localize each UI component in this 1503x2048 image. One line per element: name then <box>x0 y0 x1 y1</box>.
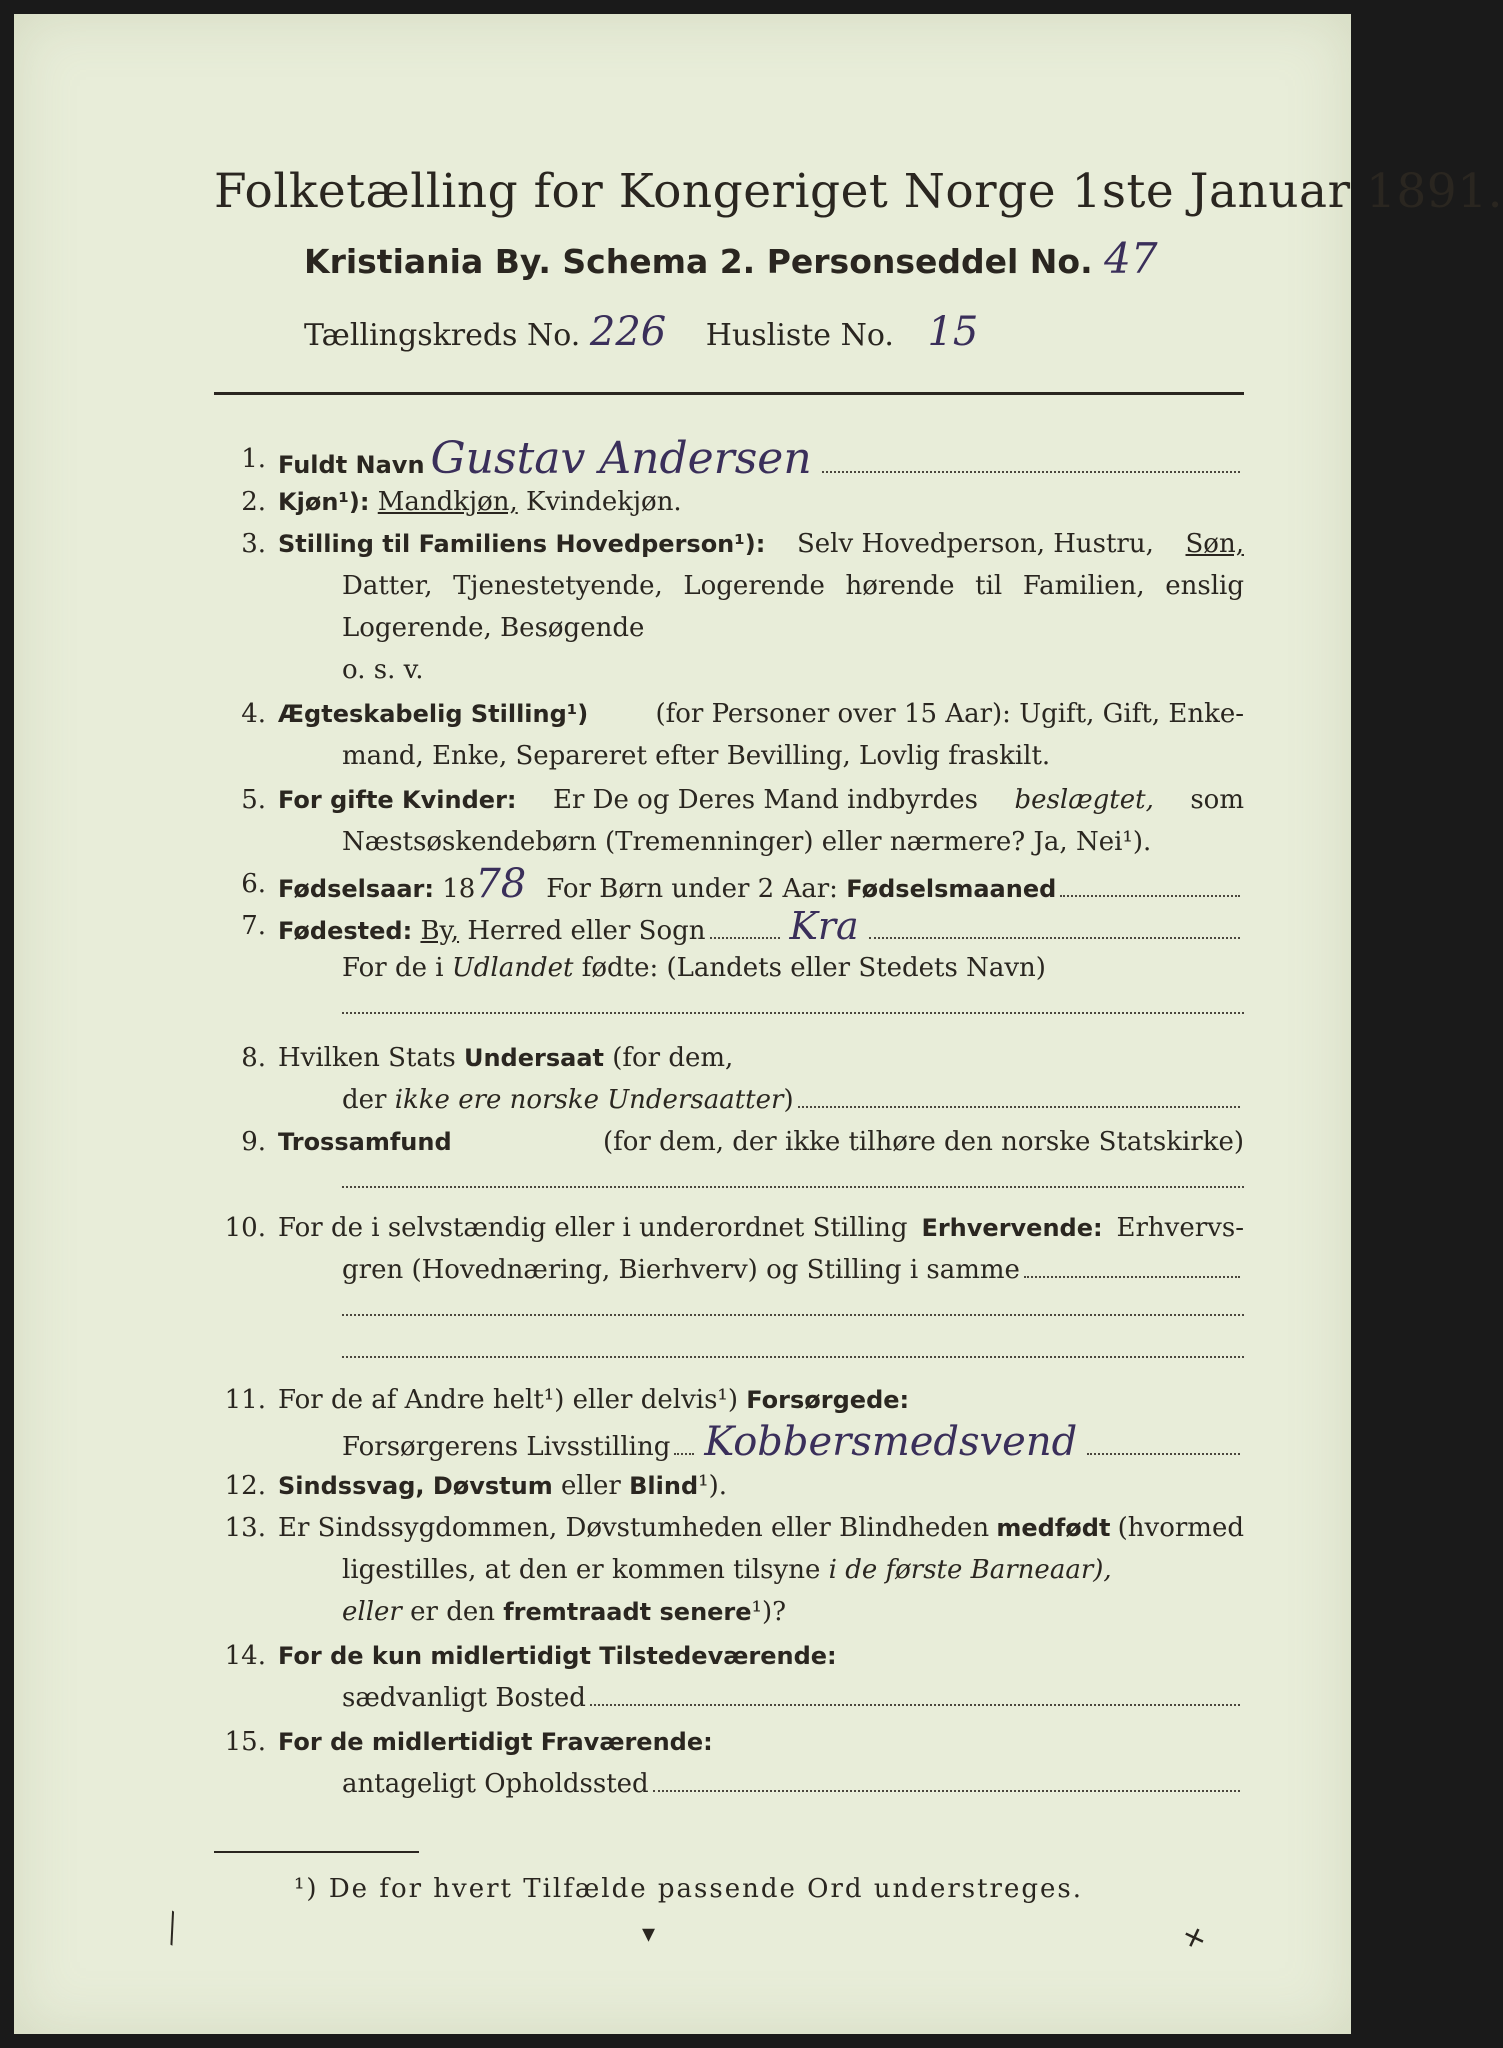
item-text: For Børn under 2 Aar: <box>546 874 838 904</box>
item-text: Datter, Tjenestetyende, Logerende hørende til Familien, enslig <box>342 571 1244 601</box>
ink-mark: ▾ <box>642 1919 656 1949</box>
dotted-fill <box>1024 1276 1240 1278</box>
dotted-fill <box>798 1106 1240 1108</box>
item-10-occupation <box>214 1208 1244 1248</box>
item-text: i de første Barneaar), <box>828 1555 1112 1585</box>
item-13-line-2 <box>214 1550 1244 1590</box>
item-3-line-2 <box>214 566 1244 606</box>
item-15-temporarily-absent <box>214 1722 1244 1762</box>
item-number: 3. <box>241 529 266 559</box>
item-label: Forsørgede: <box>746 1386 910 1414</box>
item-1-full-name <box>214 433 1244 484</box>
dotted-fill <box>869 937 1240 939</box>
form-title: Folketælling for Kongeriget Norge 1ste Januar 1891. <box>214 164 1503 219</box>
item-5-line-2 <box>214 822 1244 862</box>
kreds-label: Tællingskreds No. <box>304 318 581 353</box>
husliste-label: Husliste No. <box>705 318 894 353</box>
item-text: (hvormed <box>1117 1513 1244 1543</box>
item-text: fødte: (Landets eller Stedets Navn) <box>581 953 1046 983</box>
item-number: 15. <box>224 1727 266 1757</box>
item-text: eller <box>342 1597 402 1627</box>
item-label: Trossamfund <box>278 1128 452 1156</box>
item-13-congenital <box>214 1508 1244 1548</box>
birthplace-option-city: By, <box>420 916 460 946</box>
item-number: 13. <box>224 1513 266 1543</box>
item-text: ¹). <box>698 1471 727 1501</box>
item-label: For de kun midlertidigt Tilstedeværende: <box>278 1642 837 1670</box>
item-3-position <box>214 524 1244 564</box>
item-14-line-2 <box>214 1678 1244 1718</box>
kreds-number: 226 <box>589 309 667 355</box>
item-number: 12. <box>224 1471 266 1501</box>
birth-year-value: 78 <box>475 861 527 907</box>
census-form-page <box>14 14 1503 2034</box>
item-14-temporarily-present <box>214 1636 1244 1676</box>
item-7-blank-line <box>214 990 1244 1030</box>
item-4-marital <box>214 694 1244 734</box>
ink-mark: ╲ <box>157 1912 187 1946</box>
header-divider <box>214 392 1244 395</box>
item-text: ikke ere norske Undersaatter <box>394 1085 784 1115</box>
item-12-disability <box>214 1466 1244 1506</box>
item-number: 6. <box>241 869 266 899</box>
year-prefix: 18 <box>442 874 476 904</box>
item-11-supported <box>214 1380 1244 1420</box>
item-text: ¹)? <box>751 1597 787 1627</box>
item-number: 10. <box>224 1213 266 1243</box>
dotted-fill <box>1087 1453 1240 1455</box>
item-text: Hvilken Stats <box>278 1043 456 1073</box>
item-text: Er De og Deres Mand indbyrdes <box>553 785 979 815</box>
item-15-line-2 <box>214 1764 1244 1804</box>
item-10-line-2 <box>214 1250 1244 1290</box>
item-text: beslægtet, <box>1014 785 1154 815</box>
item-label: Erhvervende: <box>921 1214 1103 1242</box>
husliste-number: 15 <box>927 309 979 355</box>
item-text: mand, Enke, Separeret efter Bevilling, Lovlig fraskilt. <box>342 741 1051 771</box>
name-value: Gustav Andersen <box>430 433 812 484</box>
item-label: Fødselsmaaned <box>846 875 1057 903</box>
item-text: eller <box>561 1471 621 1501</box>
item-10-blank-line-1 <box>214 1292 1244 1332</box>
provider-occupation-value: Kobbersmedsvend <box>704 1419 1078 1465</box>
item-3-line-4 <box>214 650 1244 690</box>
item-13-line-3 <box>214 1592 1244 1632</box>
item-10-blank-line-2 <box>214 1334 1244 1374</box>
schema-label: Kristiania By. Schema 2. Personseddel No. <box>304 242 1093 281</box>
item-text: som <box>1190 785 1244 815</box>
item-5-married-women <box>214 780 1244 820</box>
item-label: medfødt <box>996 1514 1111 1542</box>
position-option-son: Søn, <box>1185 529 1244 559</box>
item-label: Kjøn¹): <box>278 488 370 516</box>
item-8-citizenship <box>214 1038 1244 1078</box>
item-6-birth-year <box>214 861 1244 907</box>
item-3-line-3 <box>214 608 1244 648</box>
item-text: o. s. v. <box>342 655 424 685</box>
item-label: Ægteskabelig Stilling¹) <box>278 700 589 728</box>
item-text: er den <box>410 1597 495 1627</box>
item-text: (for Personer over 15 Aar): Ugift, Gift, Enke- <box>655 699 1244 729</box>
item-label: Fødselsaar: <box>278 875 434 903</box>
item-number: 1. <box>241 444 266 474</box>
item-label: Fødested: <box>278 917 413 945</box>
dotted-fill <box>1060 895 1240 897</box>
item-text: Næstsøskendebørn (Tremenninger) eller nærmere? Ja, Nei¹). <box>342 827 1152 857</box>
item-4-line-2 <box>214 736 1244 776</box>
sex-option-female: Kvindekjøn. <box>526 487 682 517</box>
item-label: For gifte Kvinder: <box>278 786 517 814</box>
item-text: ligestilles, at den er kommen tilsyne <box>342 1555 821 1585</box>
item-label: Sindssvag, Døvstum <box>278 1472 553 1500</box>
item-text: sædvanligt Bosted <box>342 1683 586 1713</box>
item-text: Logerende, Besøgende <box>342 613 645 643</box>
sex-option-male: Mandkjøn, <box>377 487 518 517</box>
dotted-fill <box>822 471 1240 473</box>
dotted-fill <box>342 1186 1244 1188</box>
item-label: Stilling til Familiens Hovedperson¹): <box>278 530 766 558</box>
item-label: Blind <box>629 1472 699 1500</box>
footnote: ¹) De for hvert Tilfælde passende Ord understreges. <box>294 1874 1084 1904</box>
item-9-religion <box>214 1122 1244 1162</box>
dotted-fill <box>674 1453 694 1455</box>
dotted-fill <box>653 1790 1240 1792</box>
item-text: For de af Andre helt¹) eller delvis¹) <box>278 1385 738 1415</box>
item-text: Er Sindssygdommen, Døvstumheden eller Blindheden <box>278 1513 990 1543</box>
schema-line <box>304 234 1158 283</box>
dotted-fill <box>342 1314 1244 1316</box>
item-number: 2. <box>241 487 266 517</box>
dotted-fill <box>590 1704 1240 1706</box>
item-text: Forsørgerens Livsstilling <box>342 1432 671 1462</box>
item-number: 4. <box>241 699 266 729</box>
dotted-fill <box>710 937 780 939</box>
personseddel-number: 47 <box>1104 234 1158 283</box>
item-text: der <box>342 1085 387 1115</box>
dotted-fill <box>342 1012 1244 1014</box>
item-7-birthplace <box>214 906 1244 946</box>
item-7-line-2 <box>214 948 1244 988</box>
item-number: 8. <box>241 1043 266 1073</box>
item-9-blank-line <box>214 1164 1244 1204</box>
item-text: Erhvervs- <box>1116 1213 1244 1243</box>
item-number: 14. <box>224 1641 266 1671</box>
item-text: gren (Hovednæring, Bierhverv) og Stilling i samme <box>342 1255 1020 1285</box>
item-8-line-2: der ikke ere norske Undersaatter ) <box>214 1080 1244 1120</box>
dotted-fill <box>342 1356 1244 1358</box>
footnote-divider <box>214 1851 419 1853</box>
item-text: Selv Hovedperson, Hustru, <box>796 529 1154 559</box>
item-text: (for dem, der ikke tilhøre den norske Statskirke) <box>602 1127 1244 1157</box>
birthplace-value: Kra <box>789 904 859 948</box>
item-text: (for dem, <box>612 1043 734 1073</box>
item-label: Undersaat <box>463 1044 604 1072</box>
item-text: antageligt Opholdssted <box>342 1769 649 1799</box>
item-11-line-2 <box>214 1419 1244 1465</box>
item-text: For de i <box>342 953 444 983</box>
item-label: For de midlertidigt Fraværende: <box>278 1728 713 1756</box>
item-label: fremtraadt senere <box>503 1598 752 1626</box>
item-number: 11. <box>224 1385 266 1415</box>
item-label: Fuldt Navn <box>278 451 425 479</box>
ink-mark: ✕ <box>1179 1921 1211 1957</box>
item-number: 5. <box>241 785 266 815</box>
item-number: 9. <box>241 1127 266 1157</box>
kreds-line <box>304 309 978 355</box>
item-2-sex <box>214 482 1244 522</box>
item-number: 7. <box>241 911 266 941</box>
item-text: Udlandet <box>451 953 574 983</box>
item-text: Herred eller Sogn <box>467 916 706 946</box>
item-text: For de i selvstændig eller i underordnet Stilling <box>278 1213 908 1243</box>
